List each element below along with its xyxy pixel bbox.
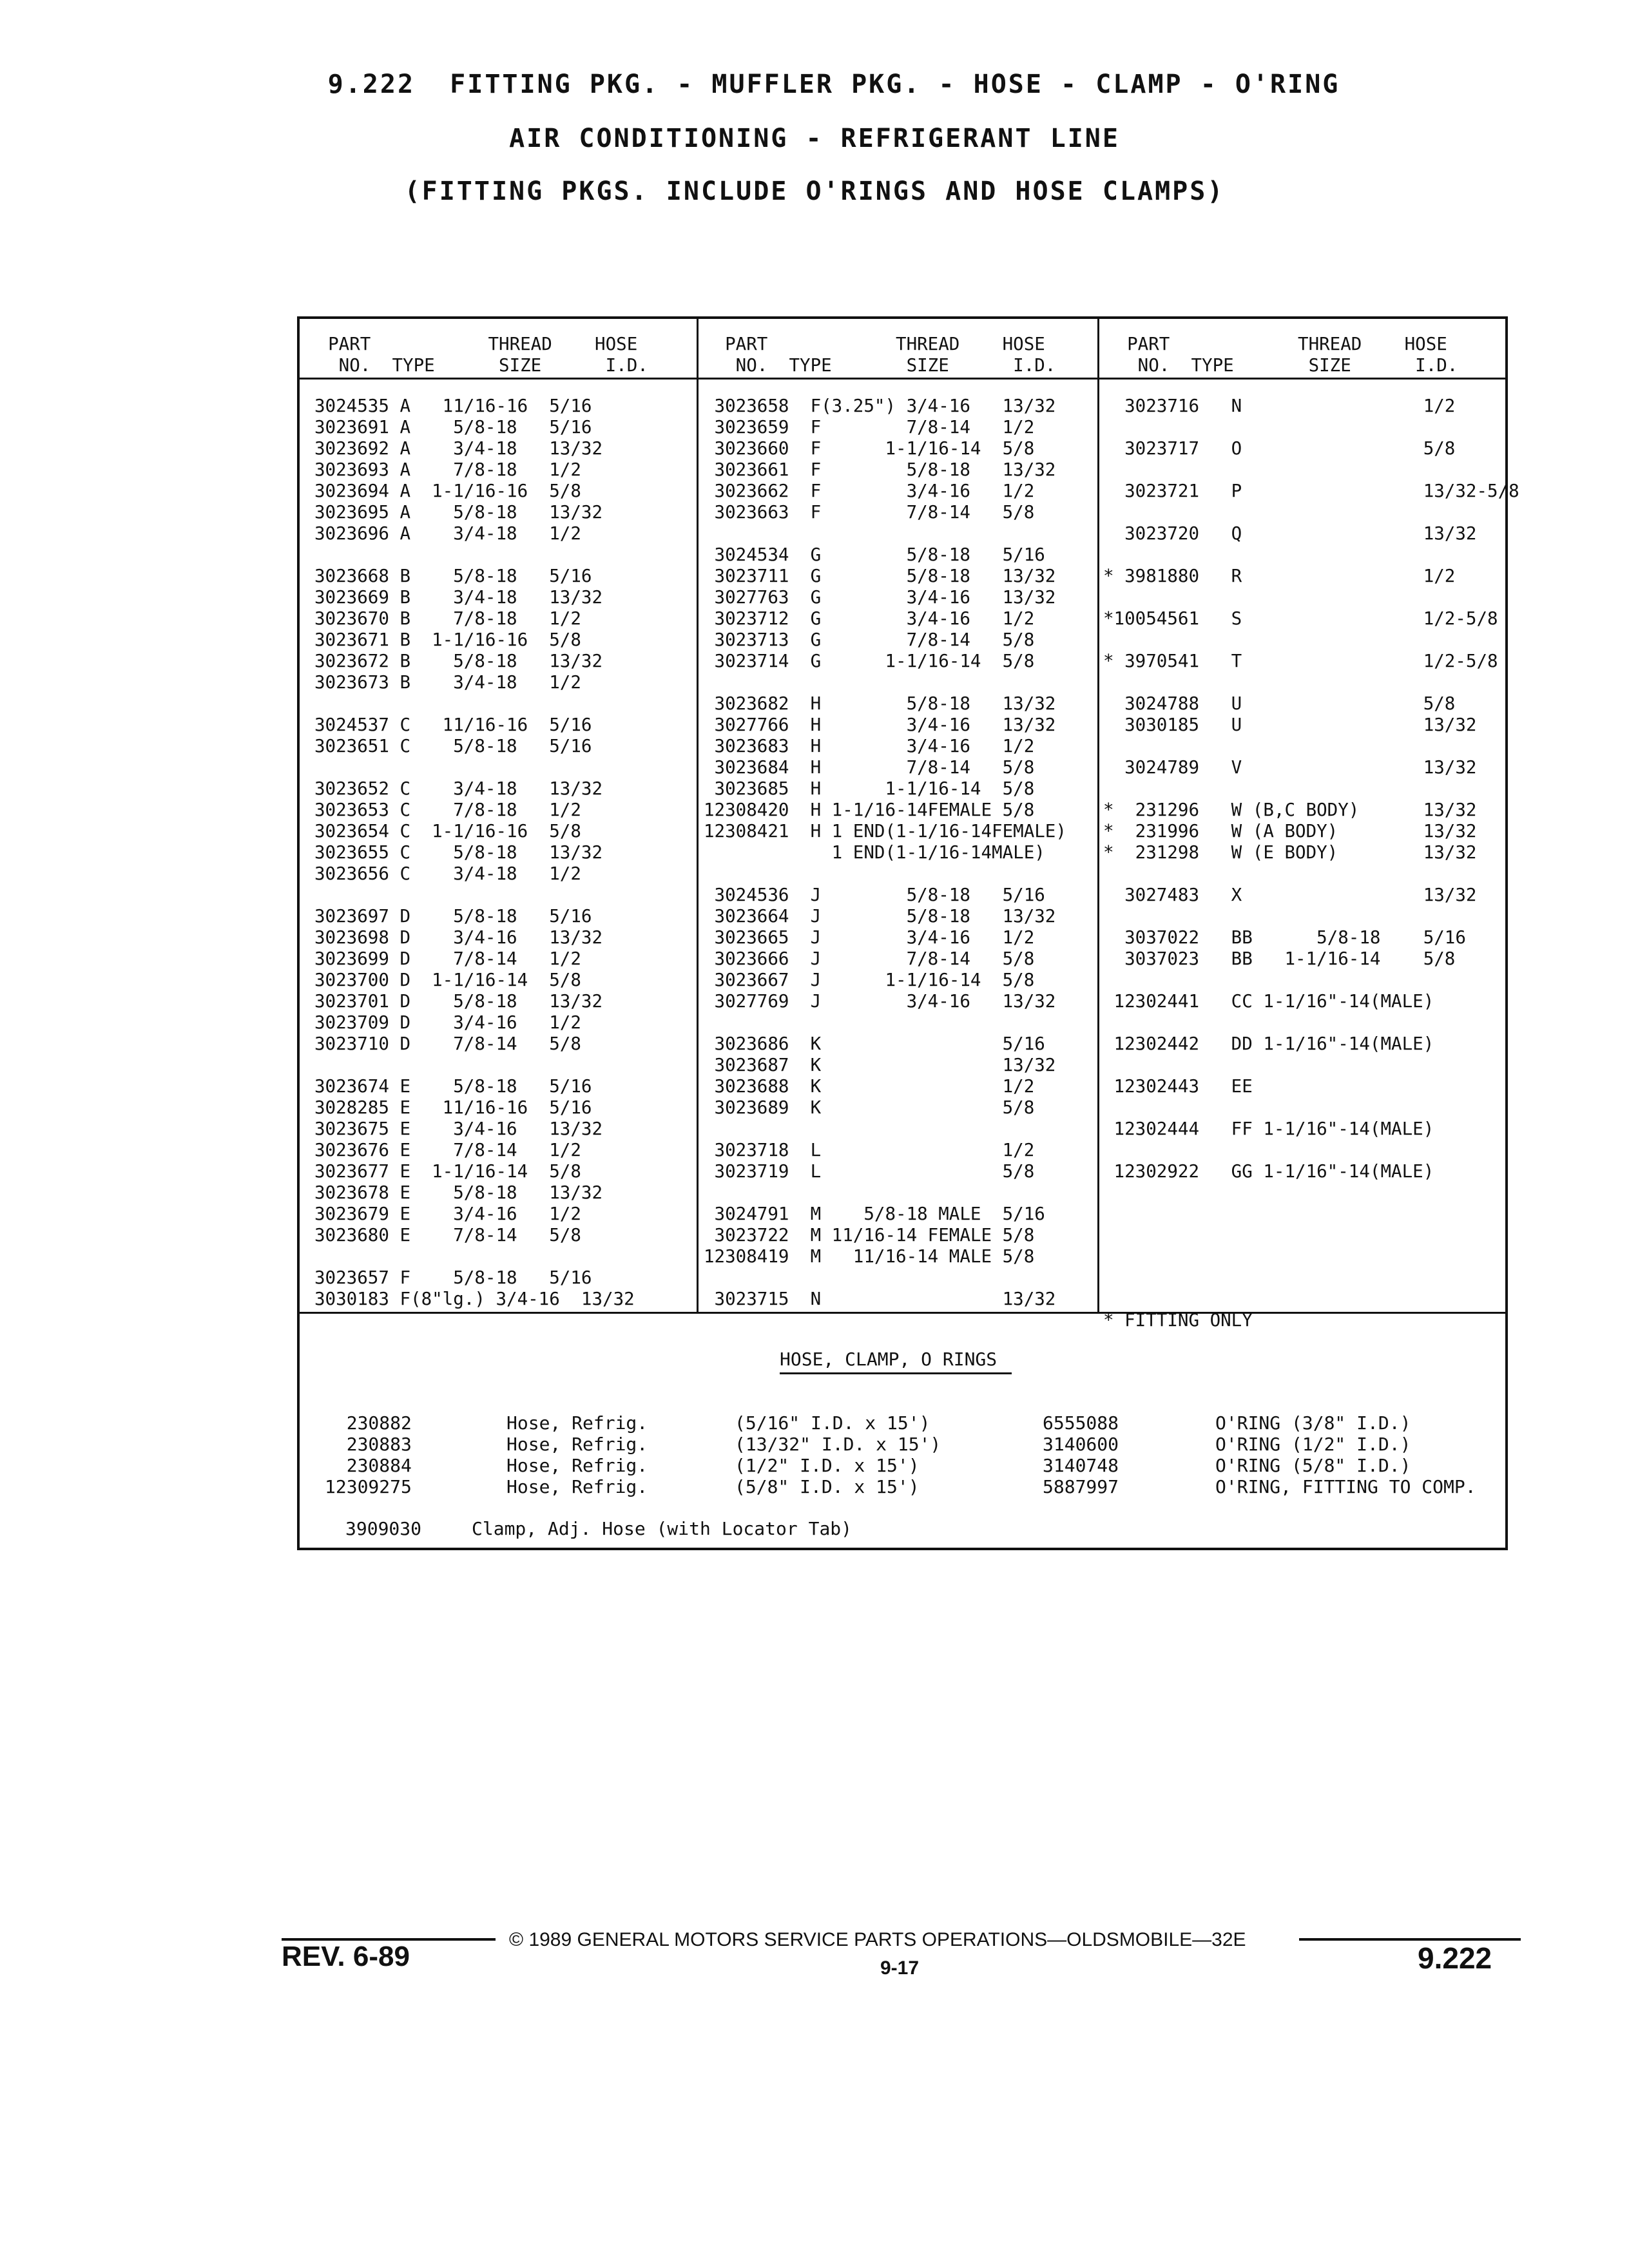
clamp-description: Clamp, Adj. Hose (with Locator Tab)	[472, 1518, 853, 1539]
col3-header: PART THREAD HOSE NO. TYPE SIZE I.D.	[1127, 334, 1458, 376]
oring-descriptions: O'RING (3/8" I.D.) O'RING (1/2" I.D.) O'RING (5/8" I.D.) O'RING, FITTING TO COMP.	[1215, 1412, 1476, 1497]
subtitle-underline	[780, 1372, 1012, 1374]
hose-sizes: (5/16" I.D. x 15') (13/32" I.D. x 15') (1/2" I.D. x 15') (5/8" I.D. x 15')	[735, 1412, 941, 1497]
parts-list-col1: 3024535 A 11/16-16 5/16 3023691 A 5/8-18 5/16 3023692 A 3/4-18 13/32 3023693 A 7/8-18 1/2 3023694 A 1-1/16-16 5/8 3023695 A 5/8-18 13/32 3023696 A 3/4-18 1/2 3023668 B 5/8-18 5/16 3023669 B 3/4-18 13/32 3023670 B 7/8-18 1/2 3023671 B 1-1/16-16 5/8 3023672 B 5/8-18 13/32 3023673 B 3/4-18 1/2 3024537 C 11/16-16 5/16 3023651 C 5/8-18 5/16 3023652 C 3/4-18 13/32 3023653 C 7/8-18 1/2 3023654 C 1-1/16-16 5/8 3023655 C 5/8-18 13/32 3023656 C 3/4-18 1/2 3023697 D 5/8-18 5/16 3023698 D 3/4-16 13/32 3023699 D 7/8-14 1/2 3023700 D 1-1/16-14 5/8 3023701 D 5/8-18 13/32 3023709 D 3/4-16 1/2 3023710 D 7/8-14 5/8 3023674 E 5/8-18 5/16 3028285 E 11/16-16 5/16 3023675 E 3/4-16 13/32 3023676 E 7/8-14 1/2 3023677 E 1-1/16-14 5/8 3023678 E 5/8-18 13/32 3023679 E 3/4-16 1/2 3023680 E 7/8-14 5/8 3023657 F 5/8-18 5/16 3030183 F(8"lg.) 3/4-16 13/32	[314, 396, 635, 1309]
hose-part-numbers: 230882 230883 230884 12309275	[325, 1412, 412, 1497]
header-divider	[300, 378, 1505, 380]
col1-header: PART THREAD HOSE NO. TYPE SIZE I.D.	[328, 334, 648, 376]
column-divider-2	[1097, 319, 1099, 1312]
page-reference: 9-17	[880, 1957, 920, 1979]
revision-label: REV. 6-89	[282, 1941, 410, 1972]
column-divider-1	[697, 319, 699, 1312]
parts-list-col3: 3023716 N 1/2 3023717 O 5/8 3023721 P 13/32-5/8 3023720 Q 13/32 * 3981880 R 1/2 *10054561 S 1/2-5/8 * 3970541 T 1/2-5/8 3024788 U 5/8 3030185 U 13/32 3024789 V 13/32 * 231296 W (B,C BODY) 13/32 * 231996 W (A BODY) 13/32 * 231298 W (E BODY) 13/32 3027483 X 13/32 3037022 BB 5/8-18 5/16 3037023 BB 1-1/16-14 5/8 12302441 CC 1-1/16"-14(MALE) 12302442 DD 1-1/16"-14(MALE) 12302443 EE 12302444 FF 1-1/16"-14(MALE) 12302922 GG 1-1/16"-14(MALE) * FITTING ONLY	[1103, 396, 1519, 1331]
section-number: 9.222	[1418, 1941, 1492, 1975]
col2-header: PART THREAD HOSE NO. TYPE SIZE I.D.	[725, 334, 1056, 376]
section-subtitle: AIR CONDITIONING - REFRIGERANT LINE	[509, 124, 1120, 153]
hose-clamp-subtitle: HOSE, CLAMP, O RINGS	[780, 1349, 998, 1370]
oring-part-numbers: 6555088 3140600 3140748 5887997	[1043, 1412, 1119, 1497]
section-note: (FITTING PKGS. INCLUDE O'RINGS AND HOSE CLAMPS)	[404, 177, 1225, 206]
copyright-notice: © 1989 GENERAL MOTORS SERVICE PARTS OPERATIONS—OLDSMOBILE—32E	[509, 1929, 1246, 1950]
parts-list-col2: 3023658 F(3.25") 3/4-16 13/32 3023659 F 7/8-14 1/2 3023660 F 1-1/16-14 5/8 3023661 F 5/8-18 13/32 3023662 F 3/4-16 1/2 3023663 F 7/8-14 5/8 3024534 G 5/8-18 5/16 3023711 G 5/8-18 13/32 3027763 G 3/4-16 13/32 3023712 G 3/4-16 1/2 3023713 G 7/8-14 5/8 3023714 G 1-1/16-14 5/8 3023682 H 5/8-18 13/32 3027766 H 3/4-16 13/32 3023683 H 3/4-16 1/2 3023684 H 7/8-14 5/8 3023685 H 1-1/16-14 5/8 12308420 H 1-1/16-14FEMALE 5/8 12308421 H 1 END(1-1/16-14FEMALE) 1 END(1-1/16-14MALE) 3024536 J 5/8-18 5/16 3023664 J 5/8-18 13/32 3023665 J 3/4-16 1/2 3023666 J 7/8-14 5/8 3023667 J 1-1/16-14 5/8 3027769 J 3/4-16 13/32 3023686 K 5/16 3023687 K 13/32 3023688 K 1/2 3023689 K 5/8 3023718 L 1/2 3023719 L 5/8 3024791 M 5/8-18 MALE 5/16 3023722 M 11/16-14 FEMALE 5/8 12308419 M 11/16-14 MALE 5/8 3023715 N 13/32	[704, 396, 1066, 1309]
hose-descriptions: Hose, Refrig. Hose, Refrig. Hose, Refrig. Hose, Refrig.	[506, 1412, 648, 1497]
section-title: 9.222 FITTING PKG. - MUFFLER PKG. - HOSE - CLAMP - O'RING	[327, 70, 1340, 99]
clamp-part-number: 3909030	[345, 1518, 422, 1539]
